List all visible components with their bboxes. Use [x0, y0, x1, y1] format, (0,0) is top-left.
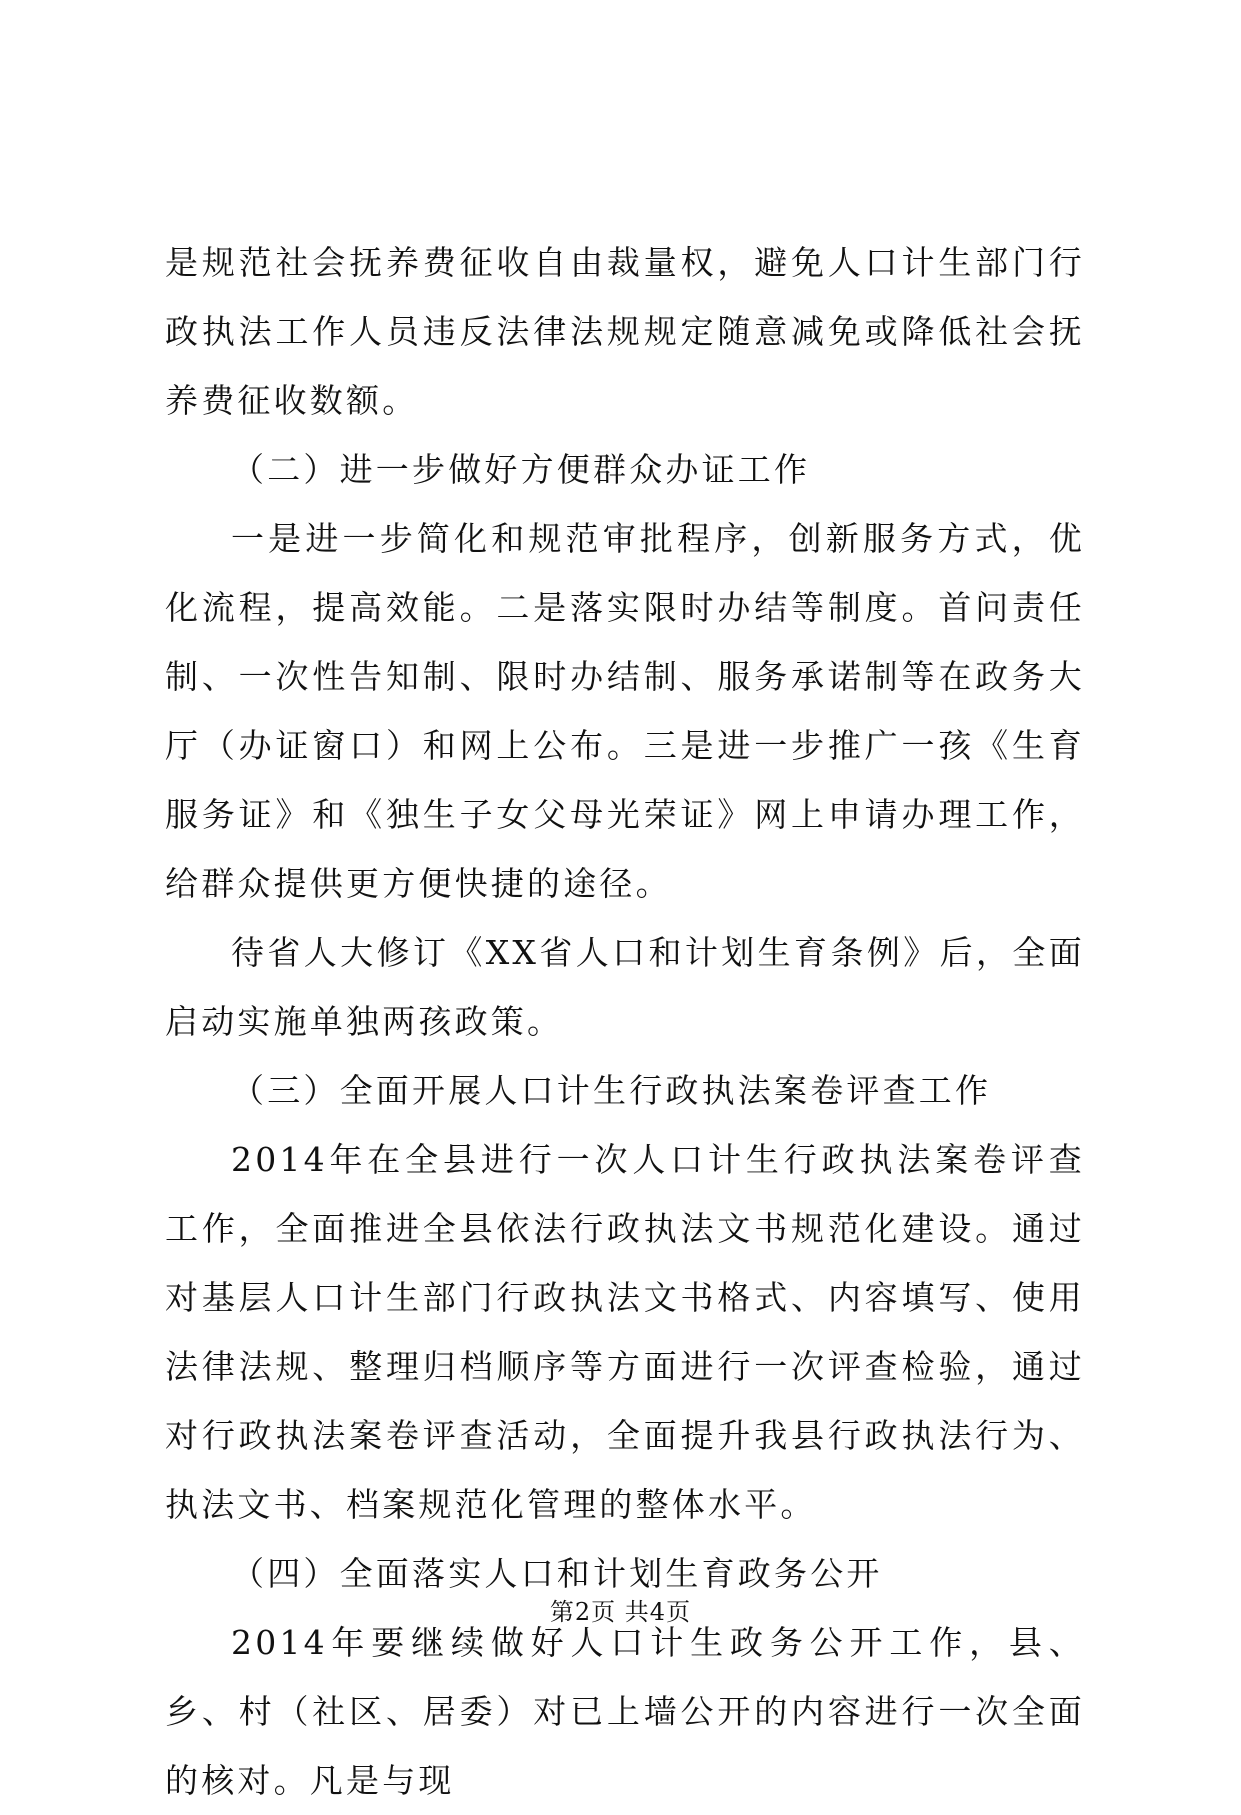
document-body: [165, 228, 1085, 1815]
paragraph-5: 2014年要继续做好人口计生政务公开工作，县、乡、村（社区、居委）对已上墙公开的内容进行一次全面的核对。凡是与现: [165, 1623, 1085, 1800]
page-number-footer: 第2页 共4页: [549, 1598, 692, 1626]
section-heading-2: （二）进一步做好方便群众办证工作: [231, 450, 811, 489]
paragraph-4: 2014年在全县进行一次人口计生行政执法案卷评查工作，全面推进全县依法行政执法文书规范化建设。通过对基层人口计生部门行政执法文书格式、内容填写、使用法律法规、整理归档顺序等方面进行一次评查检验，通过对行政执法案卷评查活动，全面提升我县行政执法行为、执法文书、档案规范化管理的整体水平。: [165, 1140, 1085, 1524]
section-heading-4: （四）全面落实人口和计划生育政务公开: [231, 1554, 883, 1593]
paragraph-2: 一是进一步简化和规范审批程序，创新服务方式，优化流程，提高效能。二是落实限时办结等制度。首问责任制、一次性告知制、限时办结制、服务承诺制等在政务大厅（办证窗口）和网上公布。三是进一步推广一孩《生育服务证》和《独生子女父母光荣证》网上申请办理工作，给群众提供更方便快捷的途径。: [165, 519, 1085, 903]
section-heading-3: （三）全面开展人口计生行政执法案卷评查工作: [231, 1071, 992, 1110]
paragraph-1: 是规范社会抚养费征收自由裁量权，避免人口计生部门行政执法工作人员违反法律法规规定随意减免或降低社会抚养费征收数额。: [165, 243, 1085, 420]
paragraph-3: 待省人大修订《XX省人口和计划生育条例》后，全面启动实施单独两孩政策。: [165, 933, 1085, 1041]
